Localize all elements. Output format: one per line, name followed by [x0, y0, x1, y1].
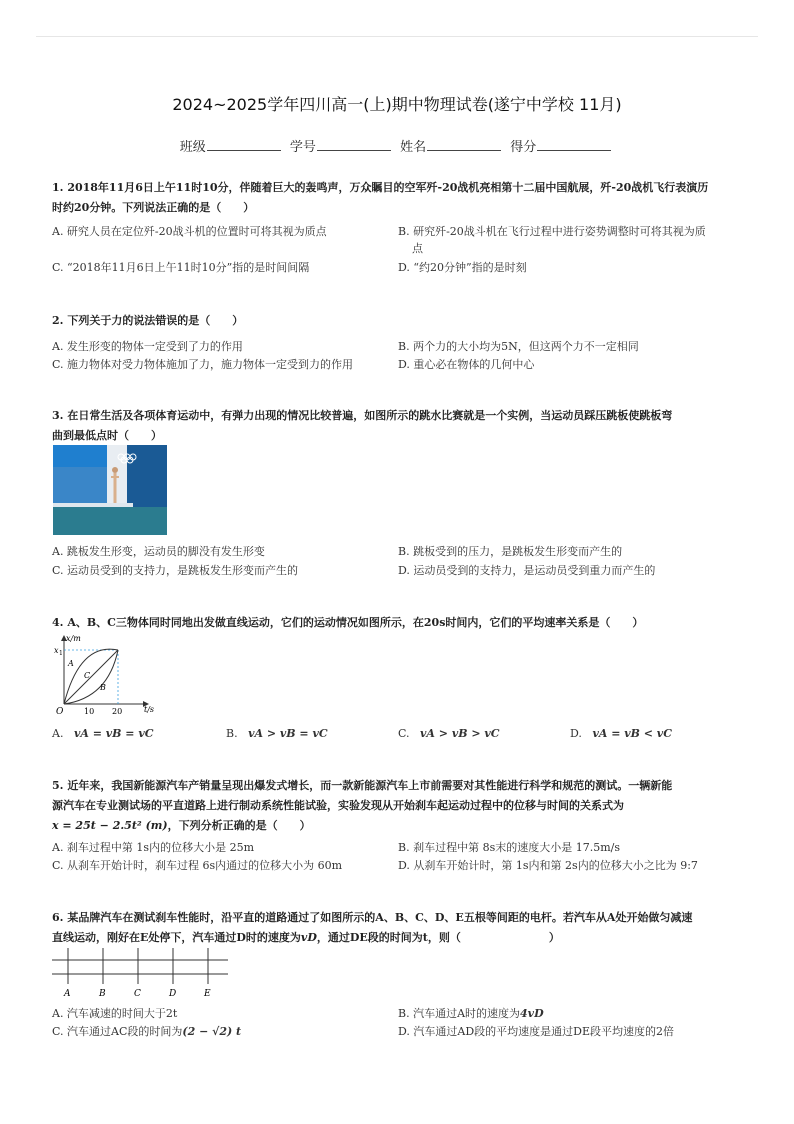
q6-c-text: C. 汽车通过AC段的时间为	[52, 1025, 183, 1038]
q3-option-c[interactable]: C. 运动员受到的支持力，是跳板发生形变而产生的	[52, 564, 299, 577]
q2-option-a[interactable]: A. 发生形变的物体一定受到了力的作用	[52, 340, 243, 353]
q6-poles-diagram	[52, 944, 232, 1000]
score-label: 得分	[510, 140, 537, 155]
q3-option-a[interactable]: A. 跳板发生形变，运动员的脚没有发生形变	[52, 545, 265, 558]
pole-label-a: A	[64, 989, 71, 999]
q1-option-b-cont: 点	[412, 242, 423, 255]
q4-c-math: vA > vB > vC	[420, 727, 500, 740]
q4-xt-graph	[52, 632, 164, 716]
q4-a-letter: A.	[52, 727, 64, 740]
score-blank[interactable]	[537, 138, 611, 151]
q2-option-d[interactable]: D. 重心必在物体的几何中心	[398, 358, 535, 371]
q3-option-b[interactable]: B. 跳板受到的压力，是跳板发生形变而产生的	[398, 545, 623, 558]
tick-20: 20	[112, 707, 123, 716]
q5-stem-line3: ，下列分析正确的是（ ）	[167, 819, 311, 832]
pole-label-c: C	[134, 989, 141, 999]
label-b: B	[100, 683, 106, 692]
ylabel: x/m	[66, 634, 81, 643]
q5-stem-line2: 源汽车在专业测试场的平直道路上进行制动系统性能试验，实验发现从开始刹车起运动过程中的位移与时间的关系式为	[52, 799, 624, 812]
class-blank[interactable]	[207, 138, 281, 151]
q2-option-c[interactable]: C. 施力物体对受力物体施加了力，施力物体一定受到力的作用	[52, 358, 354, 371]
q5-option-b[interactable]: B. 刹车过程中第 8s末的速度大小是 17.5m/s	[398, 841, 620, 854]
diving-photo	[53, 445, 167, 535]
q6-stem-line2a: 直线运动，刚好在E处停下，汽车通过D时的速度为	[52, 931, 301, 944]
question-6	[52, 908, 742, 948]
page-title: 2024~2025学年四川高一(上)期中物理试卷(遂宁中学校 11月)	[172, 95, 622, 114]
q6-option-a[interactable]: A. 汽车减速的时间大于2t	[52, 1007, 178, 1020]
xlabel: t/s	[144, 705, 155, 714]
q3-option-d[interactable]: D. 运动员受到的支持力，是运动员受到重力而产生的	[398, 564, 656, 577]
q4-c-letter: C.	[398, 727, 410, 740]
pole-label-e: E	[204, 989, 211, 999]
q4-d-math: vA = vB < vC	[592, 727, 672, 740]
student-info-fields	[0, 136, 794, 155]
q4-option-d[interactable]	[570, 726, 672, 742]
q6-vd: vD	[300, 931, 317, 944]
pole-label-d: D	[169, 989, 177, 999]
q4-option-b[interactable]	[226, 726, 328, 742]
class-label: 班级	[179, 140, 206, 155]
q4-b-letter: B.	[226, 727, 238, 740]
question-4	[52, 613, 742, 633]
id-blank[interactable]	[317, 138, 391, 151]
x1-label: x	[54, 646, 59, 655]
label-c: C	[84, 671, 91, 680]
q2-stem: 2. 下列关于力的说法错误的是（ ）	[52, 314, 244, 327]
origin-label: O	[56, 707, 64, 716]
q3-stem-line2: 曲到最低点时（ ）	[52, 429, 162, 442]
id-label: 学号	[289, 140, 316, 155]
pole-label-b: B	[99, 989, 106, 999]
q5-stem-line1: 5. 近年来，我国新能源汽车产销量呈现出爆发式增长，而一款新能源汽车上市前需要对其性能进行科学和规范的测试。一辆新能	[52, 779, 673, 792]
q6-c-math: (2 − √2) t	[182, 1025, 242, 1038]
x1-sub: 1	[59, 650, 63, 657]
label-a: A	[68, 659, 74, 668]
q1-option-c[interactable]: C. “2018年11月6日上午11时10分”指的是时间间隔	[52, 261, 310, 274]
question-5	[52, 776, 742, 836]
q6-b-text: B. 汽车通过A时的速度为	[398, 1007, 521, 1020]
q4-stem: 4. A、B、C三物体同时同地出发做直线运动，它们的运动情况如图所示，在20s时间内，它们的平均速率关系是（ ）	[52, 616, 644, 629]
q5-option-d[interactable]: D. 从刹车开始计时，第 1s内和第 2s内的位移大小之比为 9:7	[398, 859, 698, 872]
header-divider	[36, 36, 758, 37]
q1-option-d[interactable]: D. “约20分钟”指的是时刻	[398, 261, 527, 274]
question-1	[52, 178, 742, 218]
q5-formula: x = 25t − 2.5t² (m)	[52, 819, 168, 832]
question-2	[52, 311, 742, 331]
q2-option-b[interactable]: B. 两个力的大小均为5N，但这两个力不一定相同	[398, 340, 639, 353]
q5-option-a[interactable]: A. 刹车过程中第 1s内的位移大小是 25m	[52, 841, 255, 854]
q6-option-b[interactable]	[398, 1006, 544, 1022]
q1-stem-line1: 1. 2018年11月6日上午11时10分，伴随着巨大的轰鸣声，万众瞩目的空军歼-20战机亮相第十二届中国航展，歼-20战机飞行表演历	[52, 181, 709, 194]
q4-option-a[interactable]	[52, 726, 153, 742]
q4-b-math: vA > vB = vC	[248, 727, 328, 740]
q4-option-c[interactable]	[398, 726, 500, 742]
q4-d-letter: D.	[570, 727, 582, 740]
q6-option-d[interactable]: D. 汽车通过AD段的平均速度是通过DE段平均速度的2倍	[398, 1025, 675, 1038]
name-blank[interactable]	[427, 138, 501, 151]
q4-a-math: vA = vB = vC	[73, 727, 154, 740]
q1-option-b[interactable]: B. 研究歼-20战斗机在飞行过程中进行姿势调整时可将其视为质	[398, 225, 706, 238]
q5-option-c[interactable]: C. 从刹车开始计时，刹车过程 6s内通过的位移大小为 60m	[52, 859, 343, 872]
q3-stem-line1: 3. 在日常生活及各项体育运动中，有弹力出现的情况比较普遍，如图所示的跳水比赛就是一个实例，当运动员踩压跳板使跳板弯	[52, 409, 673, 422]
q6-stem-line2b: ，通过DE段的时间为t，则（ ）	[316, 931, 560, 944]
q6-b-math: 4vD	[520, 1007, 544, 1020]
q6-option-c[interactable]	[52, 1024, 241, 1040]
q6-stem-line1: 6. 某品牌汽车在测试刹车性能时，沿平直的道路通过了如图所示的A、B、C、D、E五根等间距的电杆。若汽车从A处开始做匀减速	[52, 911, 693, 924]
name-label: 姓名	[400, 140, 427, 155]
tick-10: 10	[84, 707, 95, 716]
question-3	[52, 406, 742, 446]
q1-option-a[interactable]: A. 研究人员在定位歼-20战斗机的位置时可将其视为质点	[52, 225, 327, 238]
q1-stem-line2: 时约20分钟。下列说法正确的是（ ）	[52, 201, 255, 214]
